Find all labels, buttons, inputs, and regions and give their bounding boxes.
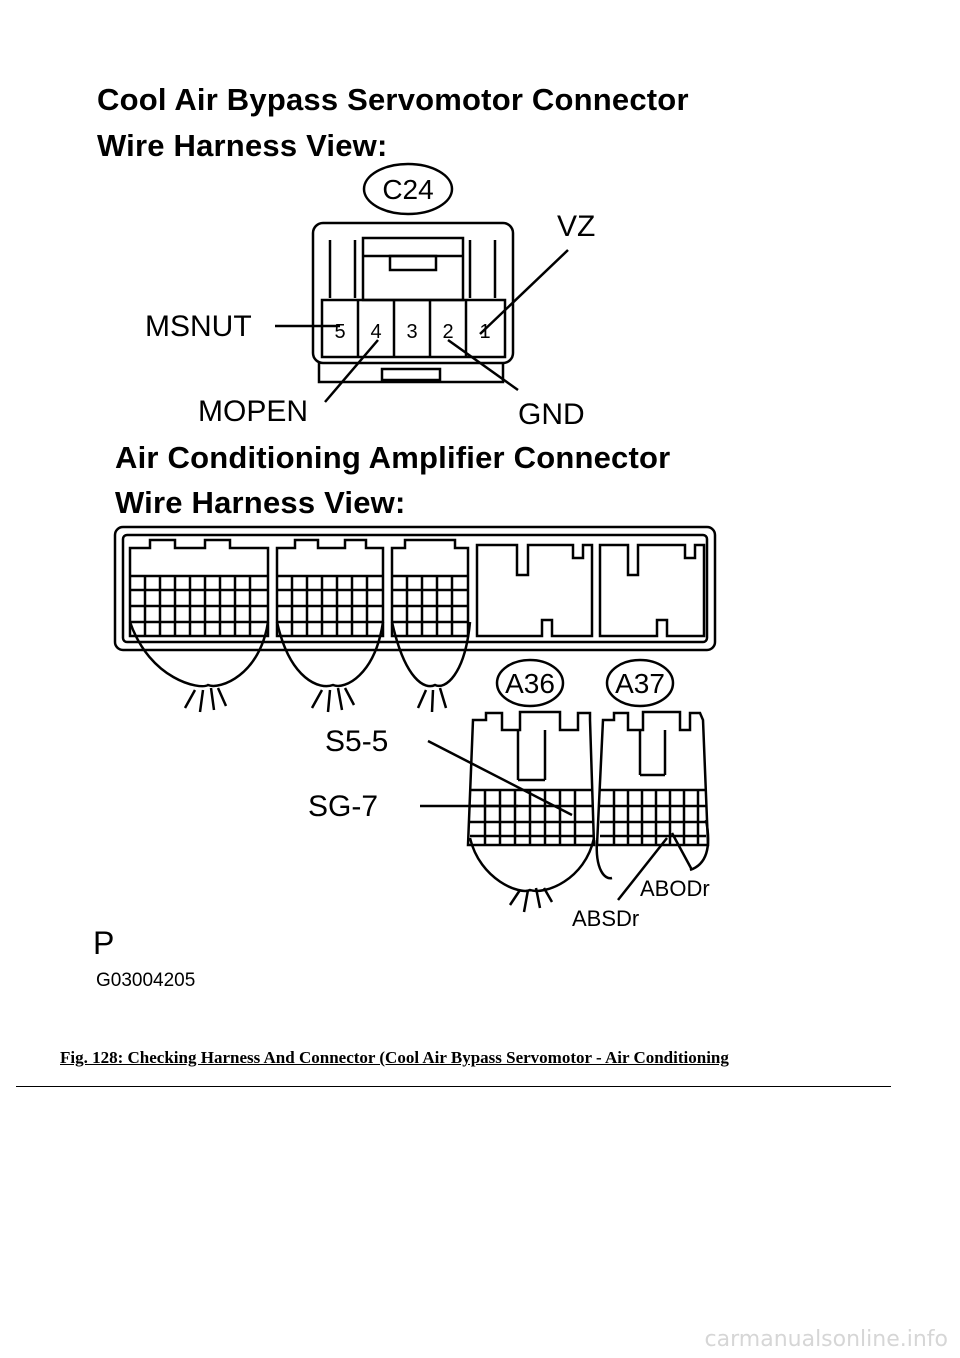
c24-pin-5: 5 (334, 321, 346, 343)
figure-letter: P (93, 925, 115, 961)
a36-id-label: A36 (505, 668, 555, 699)
label-abodr: ABODr (640, 876, 710, 901)
label-gnd: GND (518, 398, 585, 431)
a37-id-label: A37 (615, 668, 665, 699)
c24-id-label: C24 (382, 174, 434, 205)
c24-pin-1: 1 (479, 321, 491, 343)
c24-pin-2: 2 (442, 321, 454, 343)
label-s5-5: S5-5 (325, 725, 389, 758)
amp-block-5 (600, 545, 704, 636)
label-msnut: MSNUT (145, 310, 252, 343)
amplifier-heading: Air Conditioning Amplifier Connector (115, 440, 671, 475)
figure-code: G03004205 (96, 970, 196, 991)
amplifier-view-label: Wire Harness View: (115, 485, 406, 520)
label-absdr: ABSDr (572, 906, 640, 931)
label-vz: VZ (557, 210, 596, 243)
c24-view-label: Wire Harness View: (97, 128, 388, 163)
figure-caption-link[interactable]: Fig. 128: Checking Harness And Connector (Cool Air Bypass Servomotor - Air Conditioning (60, 1048, 729, 1067)
label-mopen: MOPEN (198, 395, 309, 428)
label-sg-7: SG-7 (308, 790, 379, 823)
harness-loop-1 (130, 622, 268, 686)
c24-pin-4: 4 (370, 321, 382, 343)
harness-loop-3 (392, 622, 470, 686)
c24-pin-3: 3 (406, 321, 418, 343)
amp-block-4 (477, 545, 592, 636)
watermark: carmanualsonline.info (704, 1327, 948, 1352)
divider (16, 1086, 891, 1087)
c24-heading: Cool Air Bypass Servomotor Connector (97, 82, 689, 117)
